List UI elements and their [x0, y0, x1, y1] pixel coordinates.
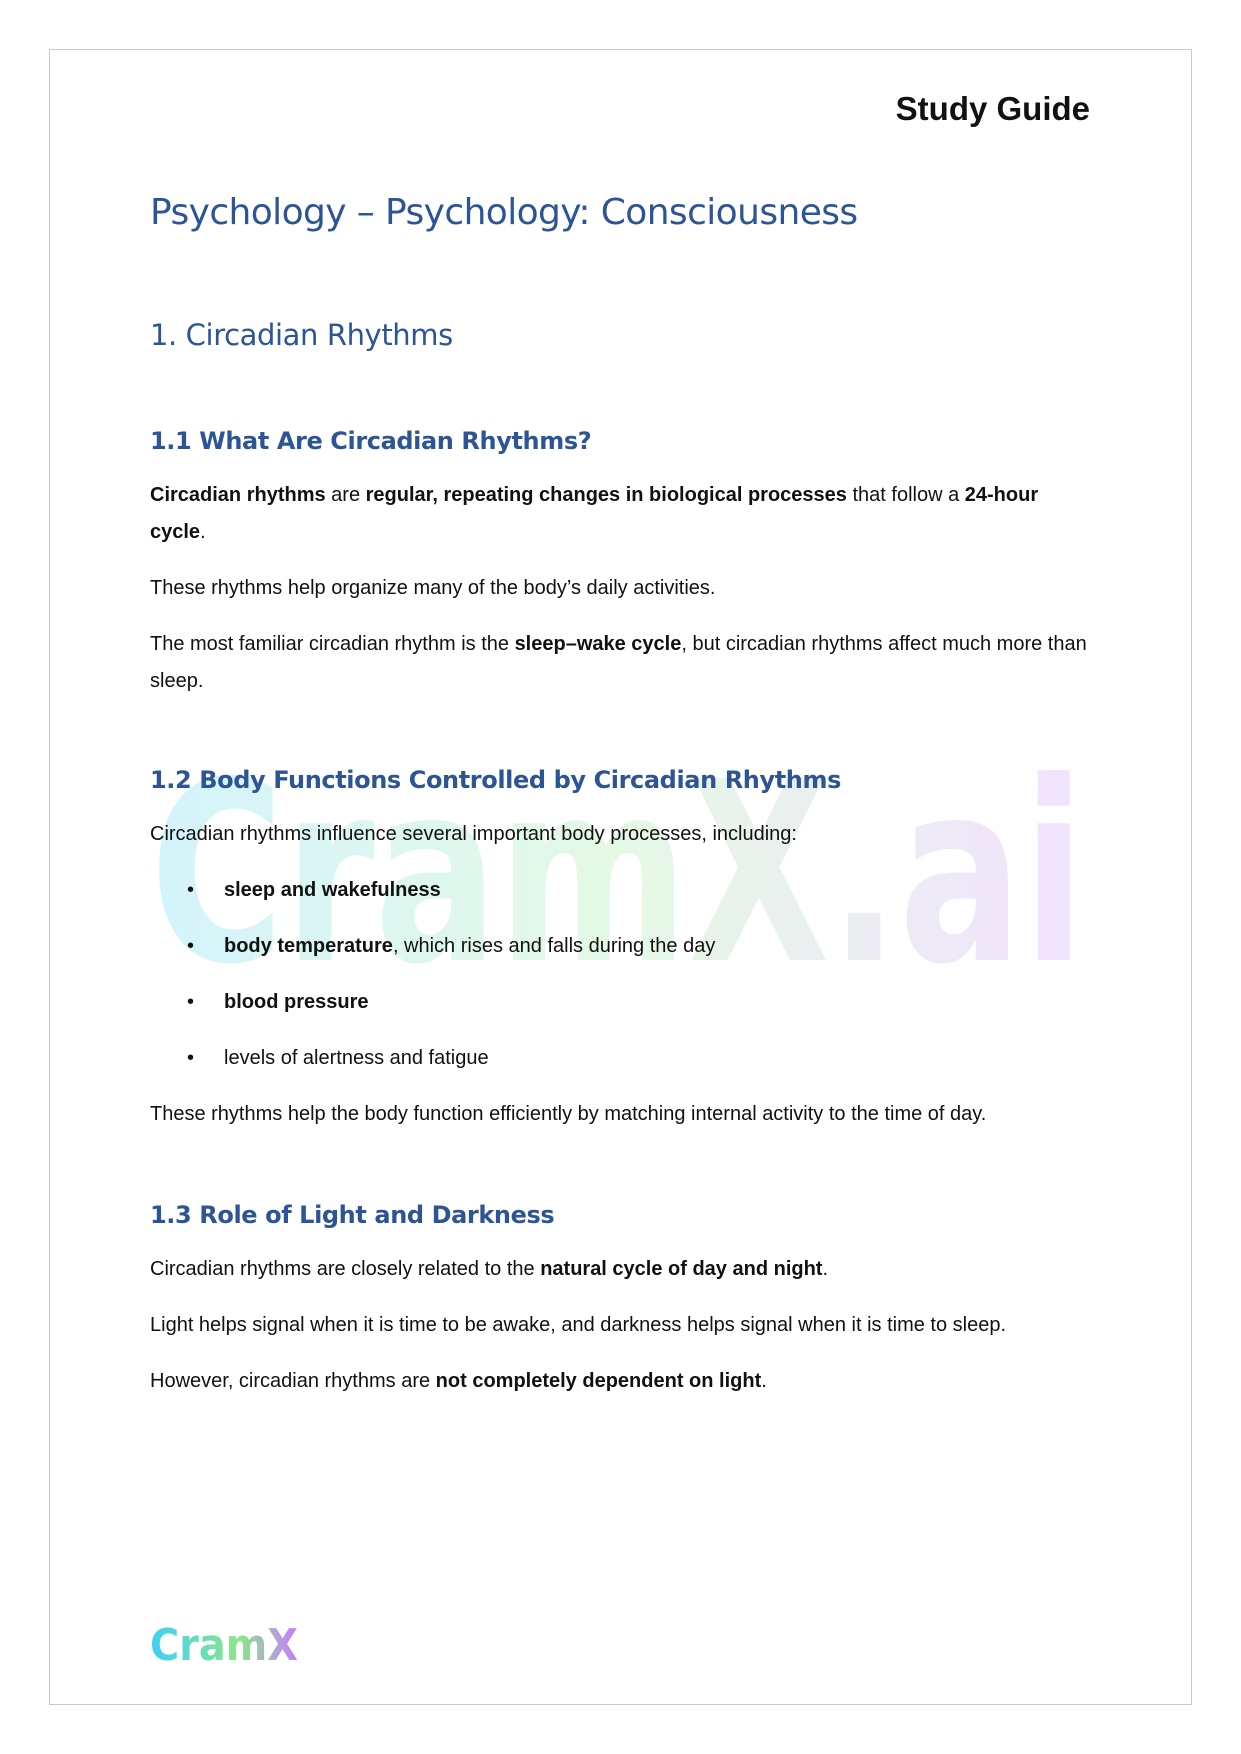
bullet-icon: •: [187, 991, 195, 1013]
definition-paragraph: Circadian rhythms are regular, repeating changes in biological processes that follow a 24-hour cycle.: [150, 484, 1039, 543]
list-item: • blood pressure: [150, 984, 1090, 1021]
subsection-heading-body-functions: 1.2 Body Functions Controlled by Circadian Rhythms: [150, 766, 841, 794]
cramx-logo: [150, 1618, 300, 1670]
list-item: • body temperature, which rises and falls during the day: [150, 928, 1090, 965]
day-night-paragraph: Circadian rhythms are closely related to the natural cycle of day and night.: [150, 1258, 829, 1280]
bullet-icon: •: [187, 879, 195, 901]
sleep-wake-paragraph: The most familiar circadian rhythm is the sleep–wake cycle, but circadian rhythms affect much more than sleep.: [150, 633, 1087, 692]
watermark-text: CramX.ai: [150, 755, 1085, 1000]
organize-activities-paragraph: These rhythms help organize many of the body’s daily activities.: [150, 577, 716, 599]
subsection-heading-what-are-circadian-rhythms: 1.1 What Are Circadian Rhythms?: [150, 427, 592, 455]
body-functions-closing: These rhythms help the body function efficiently by matching internal activity to the time of day.: [150, 1103, 987, 1125]
list-item: • sleep and wakefulness: [150, 872, 1090, 909]
list-item: • levels of alertness and fatigue: [150, 1040, 1090, 1077]
bullet-icon: •: [187, 935, 195, 957]
bullet-icon: •: [187, 1047, 195, 1069]
logo-text: CramX: [150, 1620, 299, 1670]
light-signal-paragraph: Light helps signal when it is time to be awake, and darkness helps signal when it is time to sleep.: [150, 1314, 1007, 1336]
light-dependence-paragraph: However, circadian rhythms are not completely dependent on light.: [150, 1370, 767, 1392]
section-heading-circadian-rhythms: 1. Circadian Rhythms: [150, 318, 453, 352]
study-guide-label: Study Guide: [895, 90, 1090, 127]
document-body: [150, 185, 1090, 1400]
body-functions-intro: Circadian rhythms influence several important body processes, including:: [150, 823, 797, 845]
subsection-heading-light-and-darkness: 1.3 Role of Light and Darkness: [150, 1201, 555, 1229]
body-functions-list: [150, 872, 1090, 1077]
document-title: Psychology – Psychology: Consciousness: [150, 192, 858, 233]
